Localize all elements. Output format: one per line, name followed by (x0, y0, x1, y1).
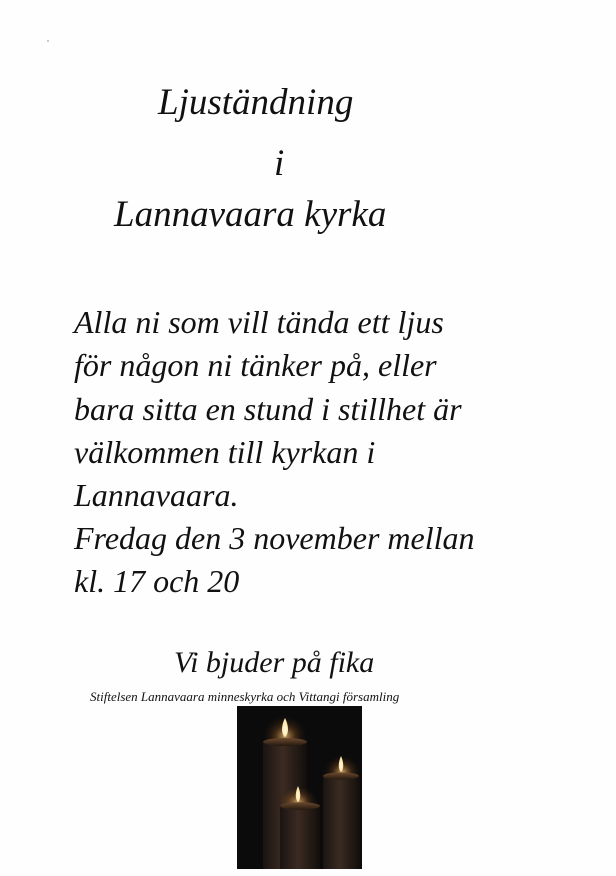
body-line-3: bara sitta en stund i stillhet är (74, 391, 462, 427)
title-line-3: Lannavaara kyrka (114, 194, 387, 235)
title-line-1: Ljuständning (158, 82, 354, 123)
candles-photo (237, 706, 362, 869)
candle-right (322, 754, 362, 869)
fika-invitation: Vi bjuder på fika (174, 646, 375, 679)
organizer-line: Stiftelsen Lannavaara minneskyrka och Vittangi församling (90, 689, 400, 704)
body-line-7: kl. 17 och 20 (74, 563, 240, 599)
body-line-6: Fredag den 3 november mellan (74, 520, 475, 556)
body-line-2: för någon ni tänker på, eller (74, 347, 437, 383)
title-line-2: i (274, 143, 285, 184)
body-line-5: Lannavaara. (74, 477, 239, 513)
body-line-1: Alla ni som vill tända ett ljus (74, 304, 444, 340)
body-line-4: välkommen till kyrkan i (74, 434, 376, 470)
candle-front (276, 784, 320, 869)
scan-speck (47, 40, 49, 42)
